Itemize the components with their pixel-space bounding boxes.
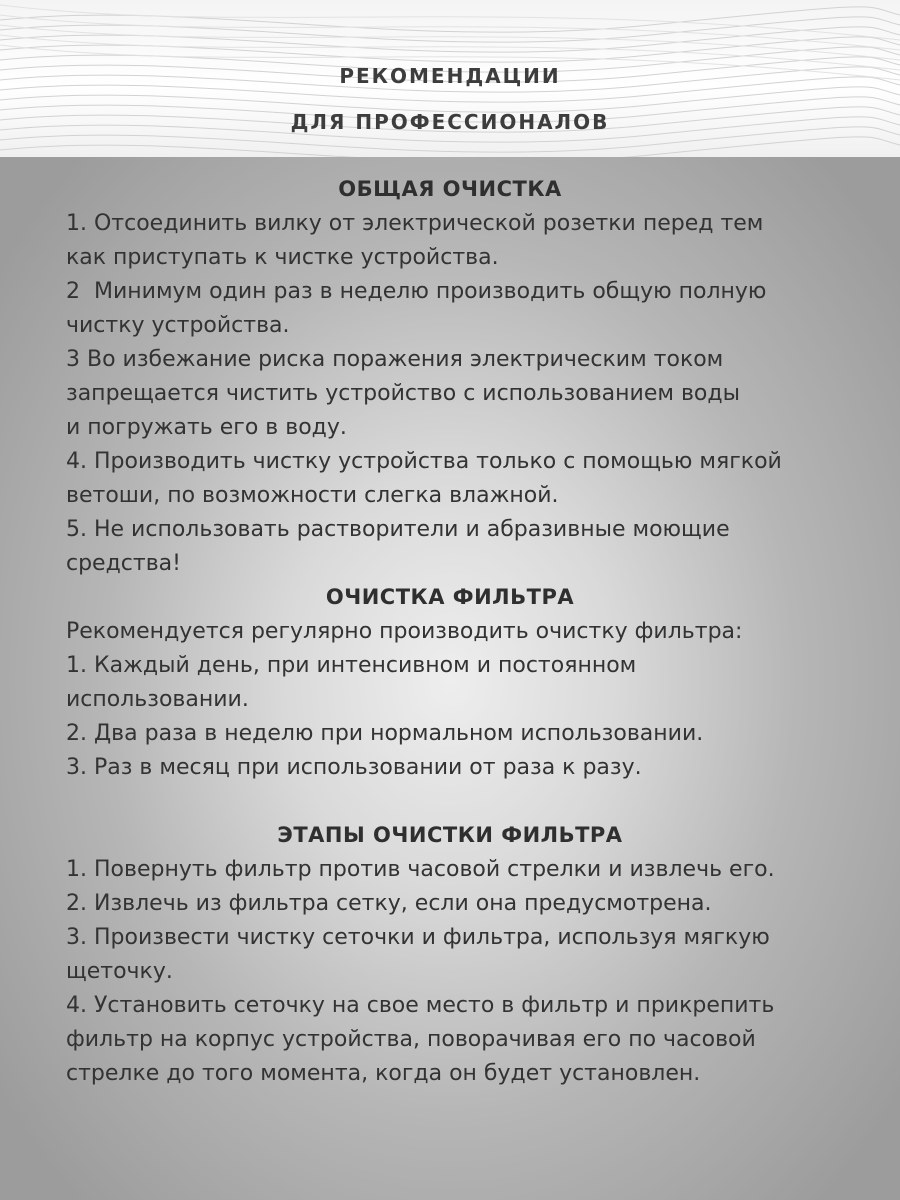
filter-cleaning-line: 2. Два раза в неделю при нормальном использовании. — [66, 721, 704, 746]
page-title-line-1: РЕКОМЕНДАЦИИ — [339, 64, 561, 88]
general-cleaning-line: средства! — [66, 551, 181, 576]
filter-steps-line: 4. Установить сеточку на свое место в фильтр и прикрепить — [66, 993, 775, 1018]
general-cleaning-line: запрещается чистить устройство с использованием воды — [66, 381, 740, 406]
general-cleaning-line: 5. Не использовать растворители и абразивные моющие — [66, 517, 730, 542]
filter-cleaning-line: 3. Раз в месяц при использовании от раза к разу. — [66, 755, 642, 780]
general-cleaning-line: 1. Отсоединить вилку от электрической розетки перед тем — [66, 211, 764, 236]
general-cleaning-line: и погружать его в воду. — [66, 415, 347, 440]
general-cleaning-line: 4. Производить чистку устройства только с помощью мягкой — [66, 449, 782, 474]
general-cleaning-line: 2 Минимум один раз в неделю производить общую полную — [66, 279, 767, 304]
general-cleaning-line: ветоши, по возможности слегка влажной. — [66, 483, 559, 508]
filter-steps-line: фильтр на корпус устройства, поворачивая его по часовой — [66, 1027, 756, 1052]
filter-steps-line: 3. Произвести чистку сеточки и фильтра, используя мягкую — [66, 925, 770, 950]
filter-steps-line: 1. Повернуть фильтр против часовой стрелки и извлечь его. — [66, 857, 775, 882]
general-cleaning-line: 3 Во избежание риска поражения электрическим током — [66, 347, 724, 372]
page-title-line-2: ДЛЯ ПРОФЕССИОНАЛОВ — [290, 110, 610, 134]
general-cleaning-line: как приступать к чистке устройства. — [66, 245, 499, 270]
filter-steps-line: стрелке до того момента, когда он будет установлен. — [66, 1061, 701, 1086]
filter-steps-line: 2. Извлечь из фильтра сетку, если она предусмотрена. — [66, 891, 712, 916]
section-heading-filter-steps: ЭТАПЫ ОЧИСТКИ ФИЛЬТРА — [277, 823, 623, 847]
filter-cleaning-line: 1. Каждый день, при интенсивном и постоянном — [66, 653, 637, 678]
general-cleaning-line: чистку устройства. — [66, 313, 290, 338]
filter-cleaning-line: Рекомендуется регулярно производить очистку фильтра: — [66, 619, 743, 644]
section-heading-filter-cleaning: ОЧИСТКА ФИЛЬТРА — [325, 585, 575, 609]
section-heading-general-cleaning: ОБЩАЯ ОЧИСТКА — [338, 177, 562, 201]
filter-cleaning-line: использовании. — [66, 687, 249, 712]
header-banner — [0, 0, 900, 157]
filter-steps-line: щеточку. — [66, 959, 173, 984]
